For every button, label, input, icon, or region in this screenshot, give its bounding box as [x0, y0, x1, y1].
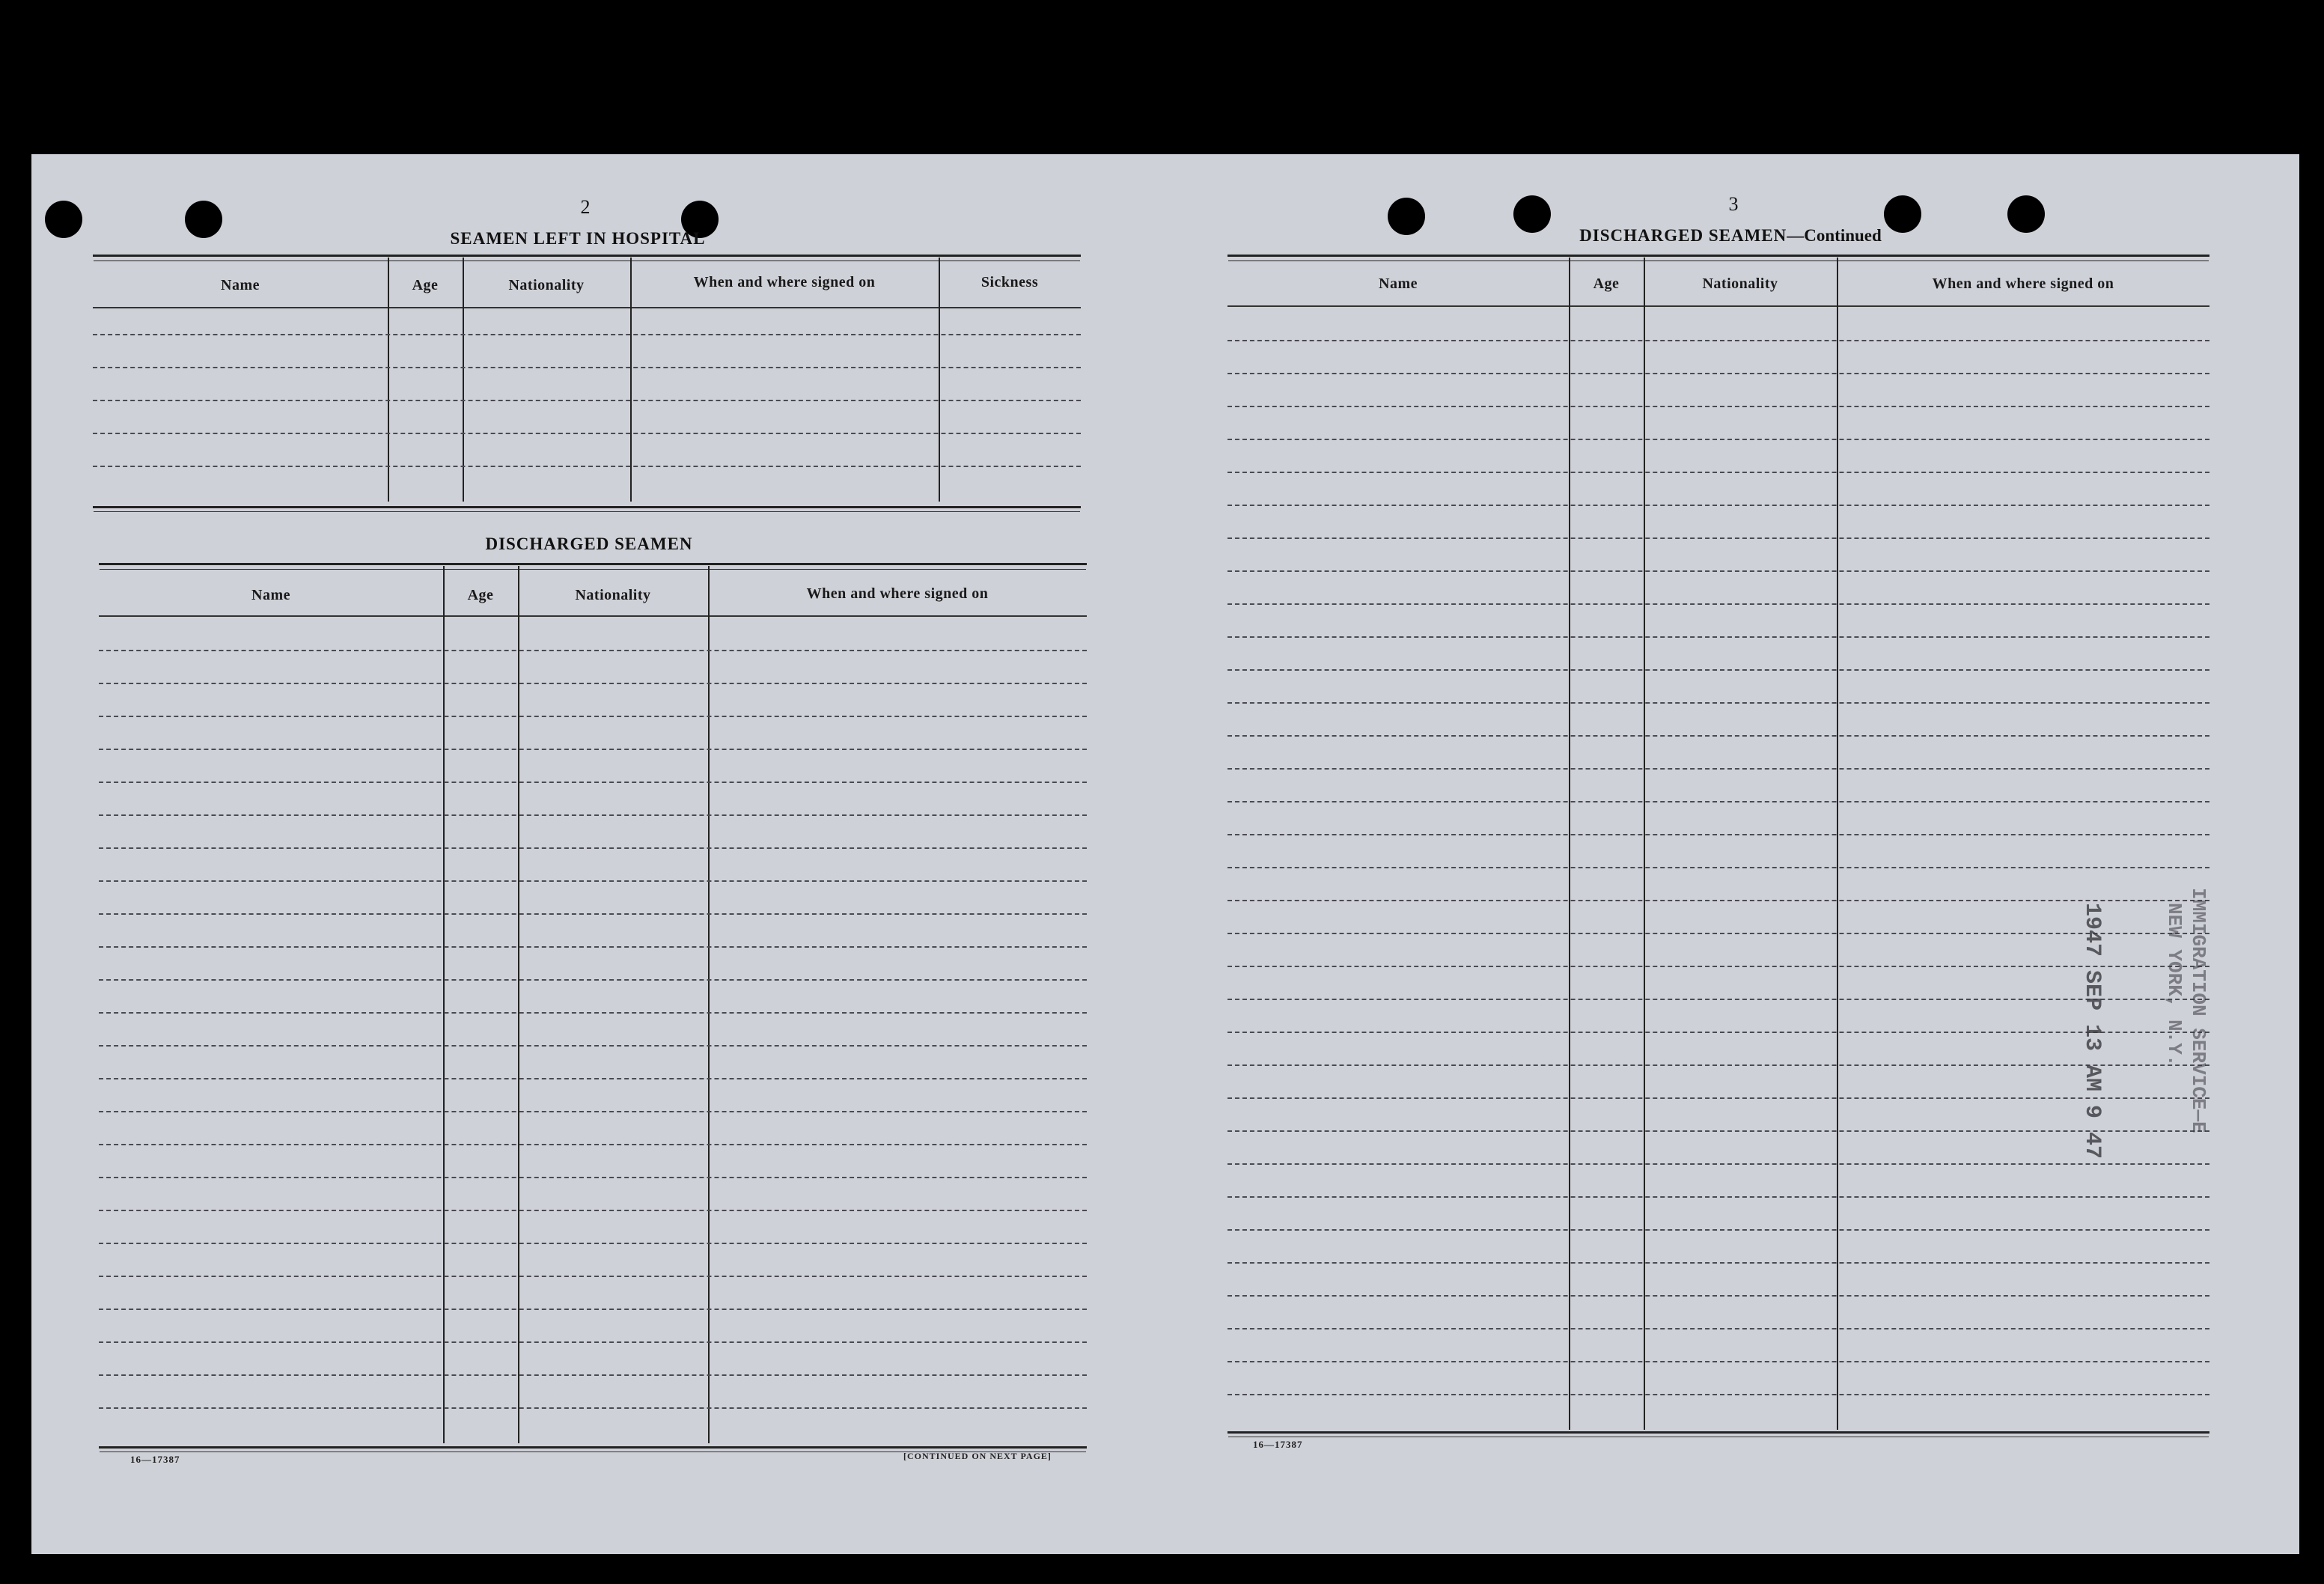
table-row: [1227, 1229, 2209, 1231]
column-header-when-where: When and where signed on: [693, 274, 876, 290]
table-row: [1227, 1097, 2209, 1099]
table-bottom-rule: [1227, 1431, 2209, 1434]
table-row: [99, 782, 1087, 783]
table-bottom-rule: [99, 1446, 1087, 1449]
column-header-nationality: Nationality: [1702, 275, 1778, 292]
header-divider: [99, 615, 1087, 617]
column-header-name: Name: [221, 277, 260, 293]
table-row: [93, 334, 1081, 335]
table-row: [1227, 834, 2209, 835]
column-divider: [1644, 258, 1645, 1430]
table-row: [99, 749, 1087, 750]
document-sheet: [31, 154, 2299, 1554]
column-header-name: Name: [1379, 275, 1418, 292]
table-row: [1227, 966, 2209, 967]
table-row: [1227, 1295, 2209, 1297]
punch-hole: [2007, 195, 2045, 233]
table-row: [1227, 1130, 2209, 1132]
punch-hole: [45, 201, 82, 238]
continued-on-next-page: [CONTINUED ON NEXT PAGE]: [903, 1451, 1052, 1461]
table-bottom-rule: [93, 506, 1081, 508]
column-header-nationality: Nationality: [575, 587, 651, 603]
column-divider: [443, 566, 445, 1443]
table-row: [1227, 1394, 2209, 1395]
discharged-table-right: [1227, 255, 2209, 1445]
table-row: [1227, 999, 2209, 1000]
office-stamp-line2: NEW YORK, N.Y.: [2163, 903, 2186, 1067]
table-row: [99, 1243, 1087, 1244]
table-row: [1227, 373, 2209, 374]
column-header-when-where: When and where signed on: [1932, 275, 2114, 292]
table-row: [99, 847, 1087, 849]
table-row: [1227, 472, 2209, 473]
table-row: [1227, 537, 2209, 539]
punch-hole: [185, 201, 222, 238]
hospital-section-title: SEAMEN LEFT IN HOSPITAL: [450, 229, 706, 248]
table-row: [1227, 340, 2209, 341]
table-row: [93, 367, 1081, 368]
table-row: [99, 1374, 1087, 1376]
column-header-when-where: When and where signed on: [806, 585, 989, 602]
table-row: [93, 433, 1081, 434]
table-row: [99, 1078, 1087, 1079]
discharged-continued-title: [1513, 226, 1948, 246]
column-header-nationality: Nationality: [508, 277, 585, 293]
page-number-right: 3: [1728, 193, 1739, 215]
discharged-table-left: [99, 563, 1087, 1461]
table-row: [1227, 406, 2209, 407]
table-row: [99, 1012, 1087, 1014]
column-header-age: Age: [467, 587, 494, 603]
table-row: [99, 1144, 1087, 1145]
table-row: [99, 1407, 1087, 1409]
header-divider: [93, 307, 1081, 308]
table-row: [99, 683, 1087, 684]
table-row: [99, 880, 1087, 882]
table-row: [99, 979, 1087, 981]
table-top-rule: [99, 563, 1087, 565]
table-row: [99, 1177, 1087, 1178]
column-divider: [708, 566, 710, 1443]
table-row: [1227, 867, 2209, 868]
header-divider: [1227, 305, 2209, 307]
table-row: [99, 1276, 1087, 1277]
office-stamp-line1: IMMIGRATION SERVICE—E: [2187, 888, 2209, 1133]
column-divider: [1569, 258, 1570, 1430]
table-row: [1227, 933, 2209, 934]
table-row: [99, 1111, 1087, 1112]
table-row: [1227, 900, 2209, 901]
table-row: [1227, 669, 2209, 671]
discharged-section-title: DISCHARGED SEAMEN: [485, 534, 693, 553]
table-row: [99, 913, 1087, 915]
table-row: [99, 1309, 1087, 1310]
table-row: [99, 650, 1087, 651]
form-number-right: 16—17387: [1253, 1439, 1303, 1450]
column-header-name: Name: [251, 587, 290, 603]
column-header-age: Age: [412, 277, 439, 293]
discharged-continued-title-main: DISCHARGED SEAMEN: [1579, 226, 1787, 245]
table-row: [93, 466, 1081, 467]
table-row: [99, 814, 1087, 816]
table-row: [1227, 1361, 2209, 1362]
hospital-table: [93, 255, 1081, 518]
column-divider: [1837, 258, 1838, 1430]
column-header-sickness: Sickness: [980, 274, 1039, 290]
table-row: [1227, 1032, 2209, 1033]
column-divider: [518, 566, 519, 1443]
table-row: [1227, 603, 2209, 605]
table-row: [1227, 1196, 2209, 1198]
table-row: [99, 1210, 1087, 1211]
form-number-left: 16—17387: [130, 1454, 180, 1465]
table-row: [1227, 636, 2209, 638]
table-row: [1227, 439, 2209, 440]
table-row: [1227, 735, 2209, 737]
table-row: [99, 716, 1087, 717]
table-row: [99, 946, 1087, 948]
table-row: [1227, 1262, 2209, 1264]
page-number-left: 2: [580, 196, 591, 218]
table-row: [99, 1341, 1087, 1343]
table-top-rule: [1227, 255, 2209, 257]
table-row: [1227, 702, 2209, 704]
date-stamp: 1947 SEP 13 AM 9 47: [2079, 903, 2105, 1160]
table-top-rule: [93, 255, 1081, 257]
table-row: [1227, 570, 2209, 572]
table-row: [99, 1045, 1087, 1047]
table-row: [93, 400, 1081, 401]
continued-suffix: —Continued: [1787, 226, 1882, 245]
column-header-age: Age: [1593, 275, 1620, 292]
table-row: [1227, 505, 2209, 506]
table-row: [1227, 768, 2209, 770]
table-row: [1227, 1328, 2209, 1329]
table-row: [1227, 1064, 2209, 1066]
punch-hole: [1388, 198, 1425, 235]
table-row: [1227, 801, 2209, 802]
table-row: [1227, 1163, 2209, 1165]
